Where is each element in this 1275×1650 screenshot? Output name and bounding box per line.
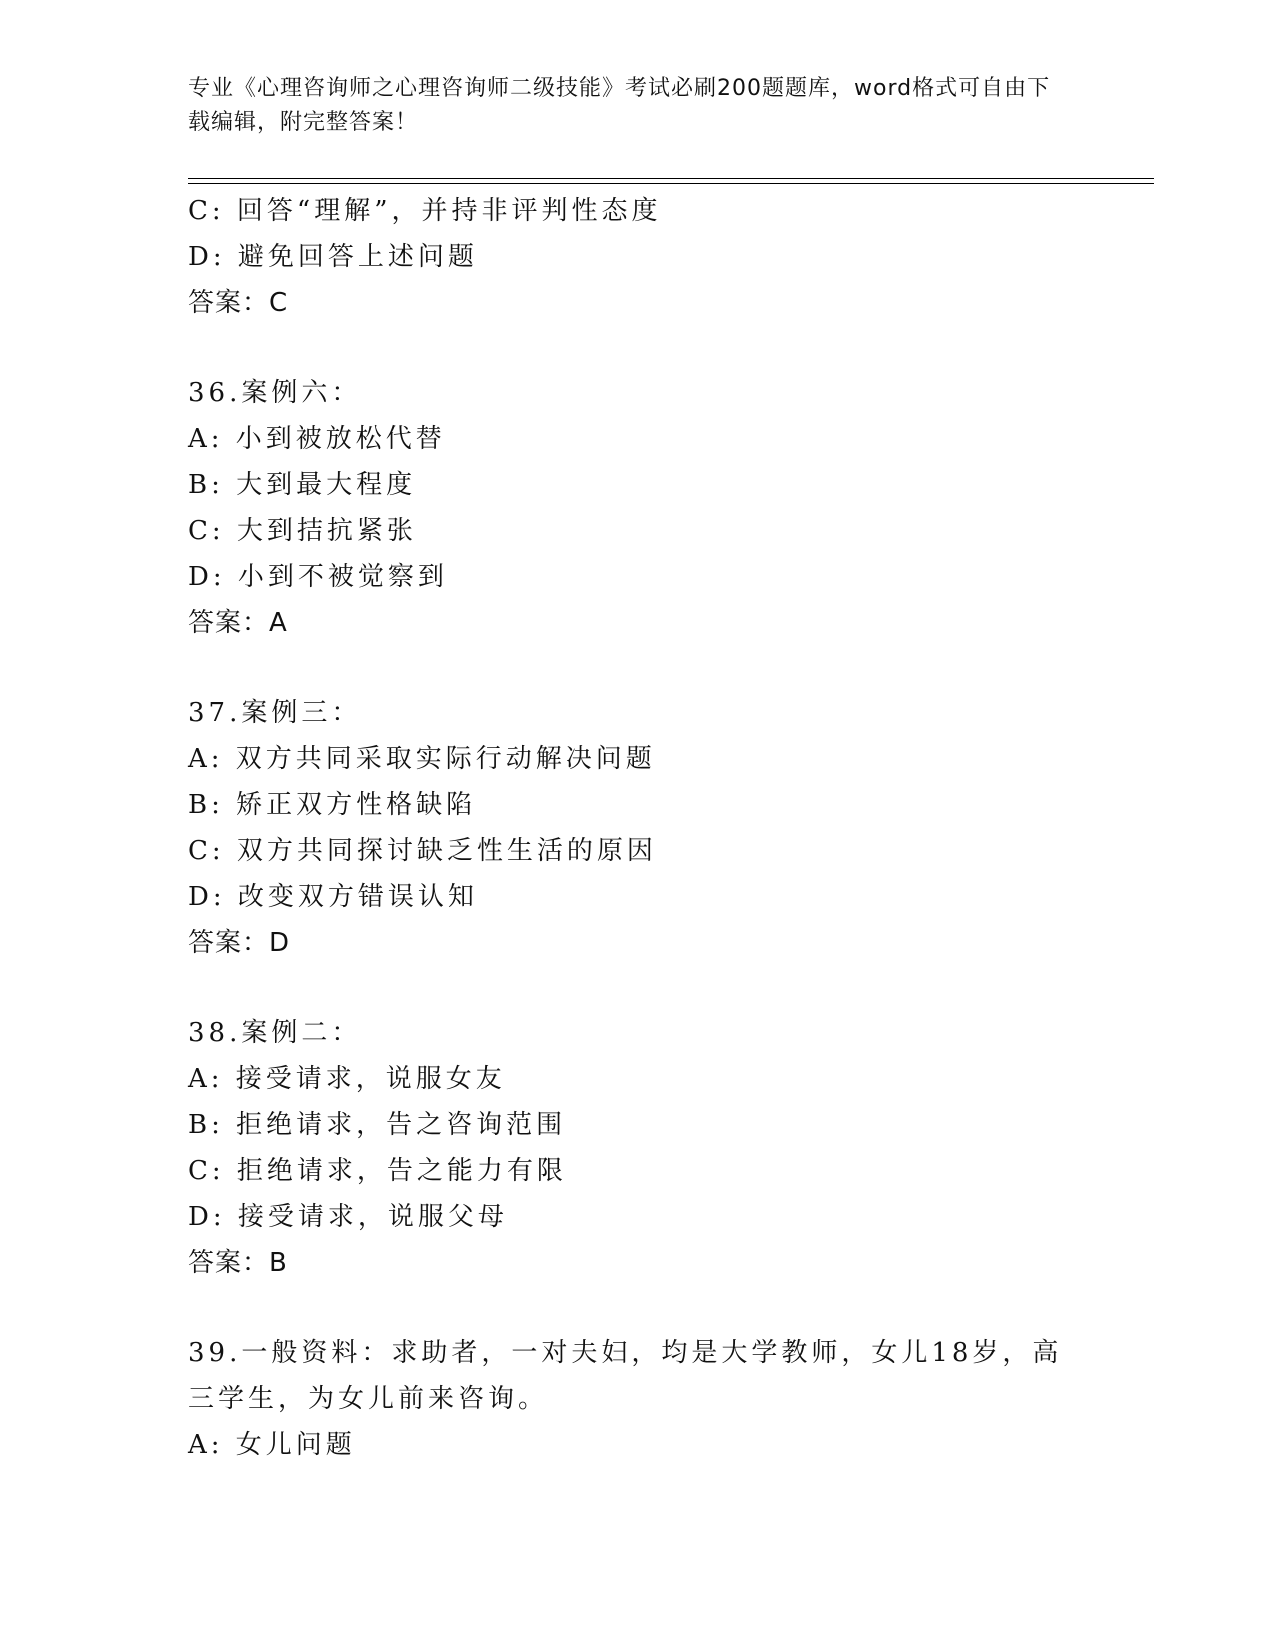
option-a: A: 接受请求，说服女友 [188, 1064, 506, 1094]
option-b: B: 拒绝请求，告之咨询范围 [188, 1110, 567, 1140]
option-c: C: 大到拮抗紧张 [188, 516, 417, 546]
block-gap [188, 326, 1088, 370]
question-block-35-tail [188, 188, 1088, 326]
question-block-38 [188, 1010, 1088, 1286]
option-b: B: 矫正双方性格缺陷 [188, 790, 477, 820]
option-c: C: 双方共同探讨缺乏性生活的原因 [188, 836, 657, 866]
question-stem: 38.案例二： [188, 1018, 362, 1048]
answer-line: 答案：C [188, 288, 289, 318]
block-gap [188, 1286, 1088, 1330]
block-gap [188, 646, 1088, 690]
answer-line: 答案：B [188, 1248, 288, 1278]
question-stem: 37.案例三： [188, 698, 362, 728]
document-header: 专业《心理咨询师之心理咨询师二级技能》考试必刷200题题库，word格式可自由下载编辑，附完整答案！ [188, 76, 1051, 135]
option-d: D: 小到不被觉察到 [188, 562, 448, 592]
answer-line: 答案：A [188, 608, 288, 638]
block-gap [188, 966, 1088, 1010]
option-c: C: 拒绝请求，告之能力有限 [188, 1156, 567, 1186]
question-stem: 36.案例六： [188, 378, 362, 408]
answer-line: 答案：D [188, 928, 291, 958]
question-stem: 39.一般资料：求助者，一对夫妇，均是大学教师，女儿18岁，高三学生，为女儿前来咨询。 [188, 1338, 1063, 1414]
option-a: A: 双方共同采取实际行动解决问题 [188, 744, 656, 774]
question-block-37 [188, 690, 1088, 966]
option-a: A: 女儿问题 [188, 1430, 356, 1460]
question-block-36 [188, 370, 1088, 646]
option-d: D: 接受请求，说服父母 [188, 1202, 508, 1232]
header-rule-top [188, 178, 1154, 179]
option-c: C: 回答“理解”，并持非评判性态度 [188, 196, 662, 226]
question-block-39 [188, 1330, 1088, 1468]
question-list [188, 188, 1088, 1468]
option-d: D: 避免回答上述问题 [188, 242, 478, 272]
header-rule-bottom [188, 183, 1154, 184]
option-d: D: 改变双方错误认知 [188, 882, 478, 912]
option-b: B: 大到最大程度 [188, 470, 417, 500]
option-a: A: 小到被放松代替 [188, 424, 446, 454]
